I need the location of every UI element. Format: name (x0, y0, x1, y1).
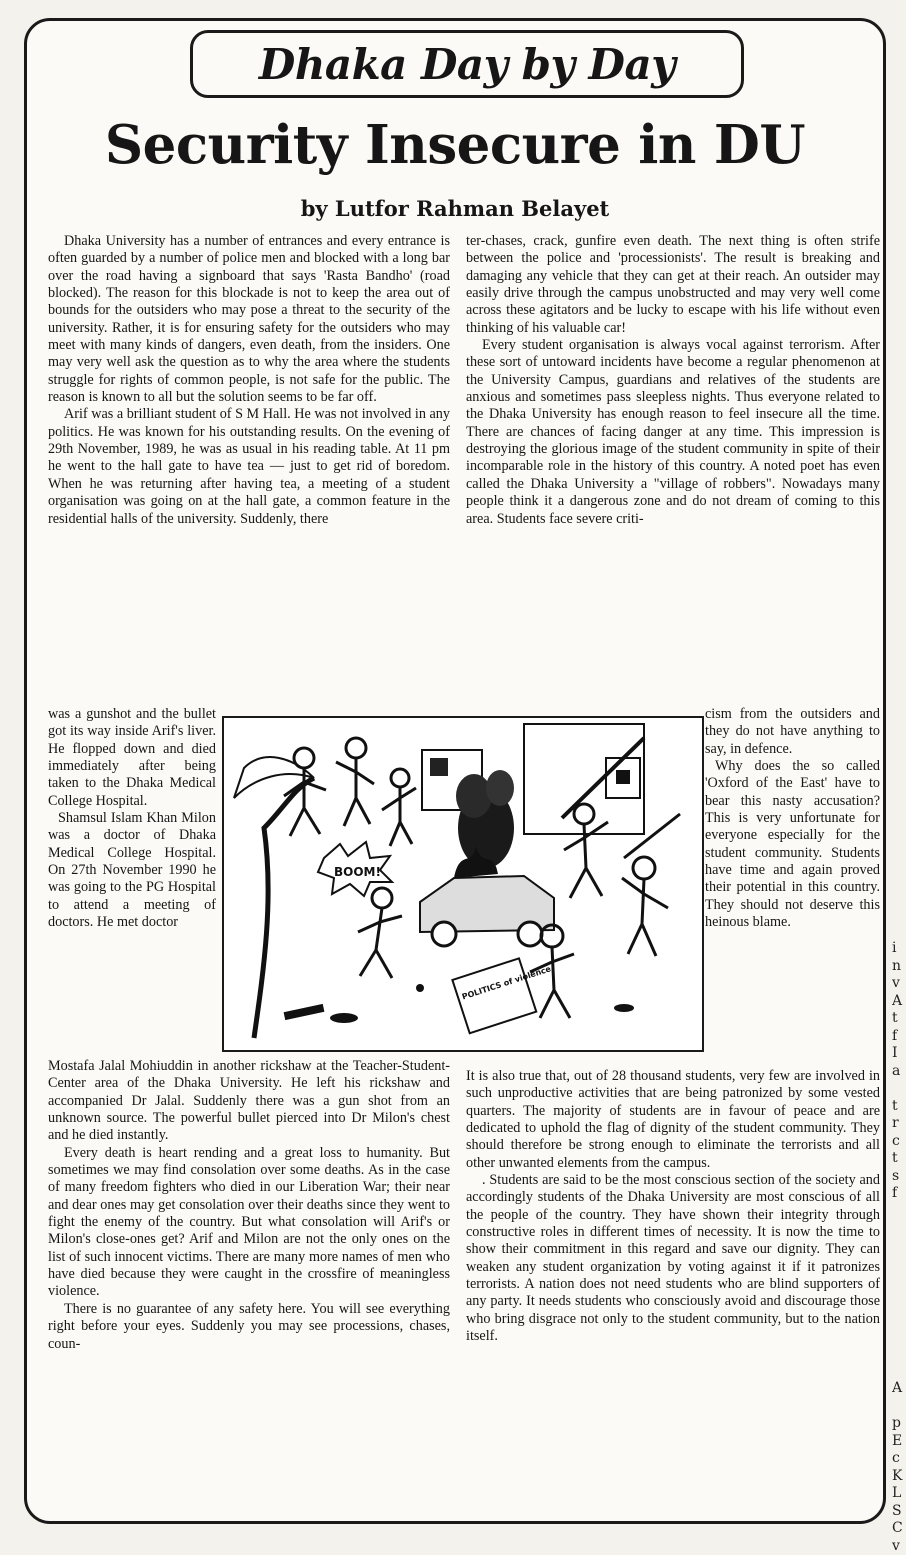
paragraph-entrances: Dhaka University has a number of entrances and every entrance is often guarded by a number of police men and blocked with a long bar over the road having a signboard that says 'Rasta Bandho' (road blocked). The reason for this blockade is not to keep the area out of bounds for the outsiders who may pose a threat to the security of the university. Rather, it is for ensuring safety for the outsiders who may meet with many kinds of dangers, even death, from the insiders. One may very well ask the question as to why the area where the students struggle for rights of common people, is not safe for the public. The reason is known to all but the solution seems to be far off. (48, 233, 450, 406)
column-1-upper (48, 233, 450, 709)
paragraph-vocal-terrorism-start: Every student organisation is always vocal against terrorism. After these sort of untoward incidents have become a regular phenomenon at the University Campus, guardians and relatives of the students are anxious and sometimes pass sleepless nights. Thus everyone related to the Dhaka University has enough reason to feel insecure all the time. There are chances of facing danger at any time. This impression is destroying the glorious image of the student community in spite of their incomparable role in the history of this country. A noted poet has even called the Dhaka University a "village of robbers". Nowadays many people think it a dangerous zone and do not dream of coming to this area. Students face severe criti- (466, 337, 880, 527)
paragraph-milon-start: Shamsul Islam Khan Milon was a doctor of Dhaka Medical College Hospital. On 27th November 1990 he was going to the PG Hospital to attend a meeting of doctors. He met doctor (48, 810, 216, 931)
placard-text: POLITICS of violence (460, 964, 553, 1002)
paragraph-vocal-terrorism-end: cism from the outsiders and they do not have anything to say, in defence. (705, 706, 880, 757)
boom-text: BOOM! (334, 865, 381, 879)
section-banner (190, 30, 744, 98)
column-2-wrap-right (705, 706, 880, 1068)
paragraph-oxford-start: Why does the so called 'Oxford of the East' have to bear this nasty accusation? This is very unfortunate for everyone especially for the student community. Students have time and again proved their potential in this country. They should not deserve this heinous blame. (705, 758, 880, 931)
column-2-lower (466, 1068, 880, 1514)
adjacent-column-fragment-upper: i n v A t f I a t r c t s f (892, 940, 903, 1201)
paragraph-counter-chases: ter-chases, crack, gunfire even death. The next thing is often strife between the police and 'processionists'. The result is breaking and damaging any vehicle that they can get at their reach. An outsider may easily drive through the campus unobstructed and may very well come across these agitators and be lucky to escape with his life without even thinking of his valuable car! (466, 233, 880, 336)
column-1-lower (48, 1058, 450, 1513)
paragraph-arif-end: was a gunshot and the bullet got its way inside Arif's liver. He flopped down and died immediately after being taken to the Dhaka Medical College Hospital. (48, 706, 216, 809)
column-2-upper (466, 233, 880, 711)
paragraph-most-conscious: . Students are said to be the most conscious section of the society and accordingly students of the Dhaka University are most conscious of all the people of the country. They have shown their integrity through constructive roles in different times of necessity. It is now the time to show their commitment in this regard and save our dignity. They can weaken any student organization by voting against it if it patronizes terrorists. A nation does not need students who are blind supporters of any party. It needs students who consciously avoid and discourage those who bring disgrace not only to the student community, but to the nation itself. (466, 1172, 880, 1345)
paragraph-arif-start: Arif was a brilliant student of S M Hall. He was not involved in any politics. He was known for his outstanding results. On the evening of 29th November, 1989, he was as usual in his reading table. At 11 pm he went to the hall gate to have tea — just to get rid of boredom. When he was returning after having tea, a meeting of a student organisation was going on at the hall gate, a common feature in the residential halls of the university. Suddenly, there (48, 406, 450, 527)
paragraph-28-thousand: It is also true that, out of 28 thousand students, very few are involved in such unproductive activities that are being patronized by some vested quarters. The majority of students are in favour of peace and are dedicated to uphold the flag of dignity of the student community. They should therefore be strong enough to eliminate the terrorists and all other unwanted elements from the campus. (466, 1068, 880, 1171)
adjacent-column-fragment-lower: A p E c K L S C v (892, 1380, 903, 1554)
section-banner-title: Dhaka Day by Day (258, 39, 676, 89)
article-headline: Security Insecure in DU (104, 114, 806, 176)
paragraph-every-death: Every death is heart rending and a great loss to humanity. But sometimes we may find consolation over some deaths. As in the case of many freedom fighters who died in our Liberation War; their near and dear ones may get consolation over their deaths since they went to fight the enemy of the country. But what consolation will Arif's or Milon's close-ones get? Arif and Milon are not the only ones on the list of such innocent victims. There are many more names of men who have died because they were caught in the crossfire of meaningless violence. (48, 1144, 450, 1300)
article-byline: by Lutfor Rahman Belayet (300, 196, 610, 221)
column-1-wrap-left (48, 706, 216, 1061)
paragraph-milon-end: Mostafa Jalal Mohiuddin in another rickshaw at the Teacher-Student-Center area of the Dhaka University. He left his rickshaw and accompanied Dr Jalal. Suddenly there was a gun shot from an unknown source. The powerful bullet pierced into Dr Milon's chest and he died instantly. (48, 1058, 450, 1144)
cartoon-drawing (224, 718, 698, 1046)
campus-violence-cartoon (222, 716, 704, 1052)
paragraph-no-guarantee: There is no guarantee of any safety here. You will see everything right before your eyes. Suddenly you may see processions, chases, coun- (48, 1300, 450, 1352)
